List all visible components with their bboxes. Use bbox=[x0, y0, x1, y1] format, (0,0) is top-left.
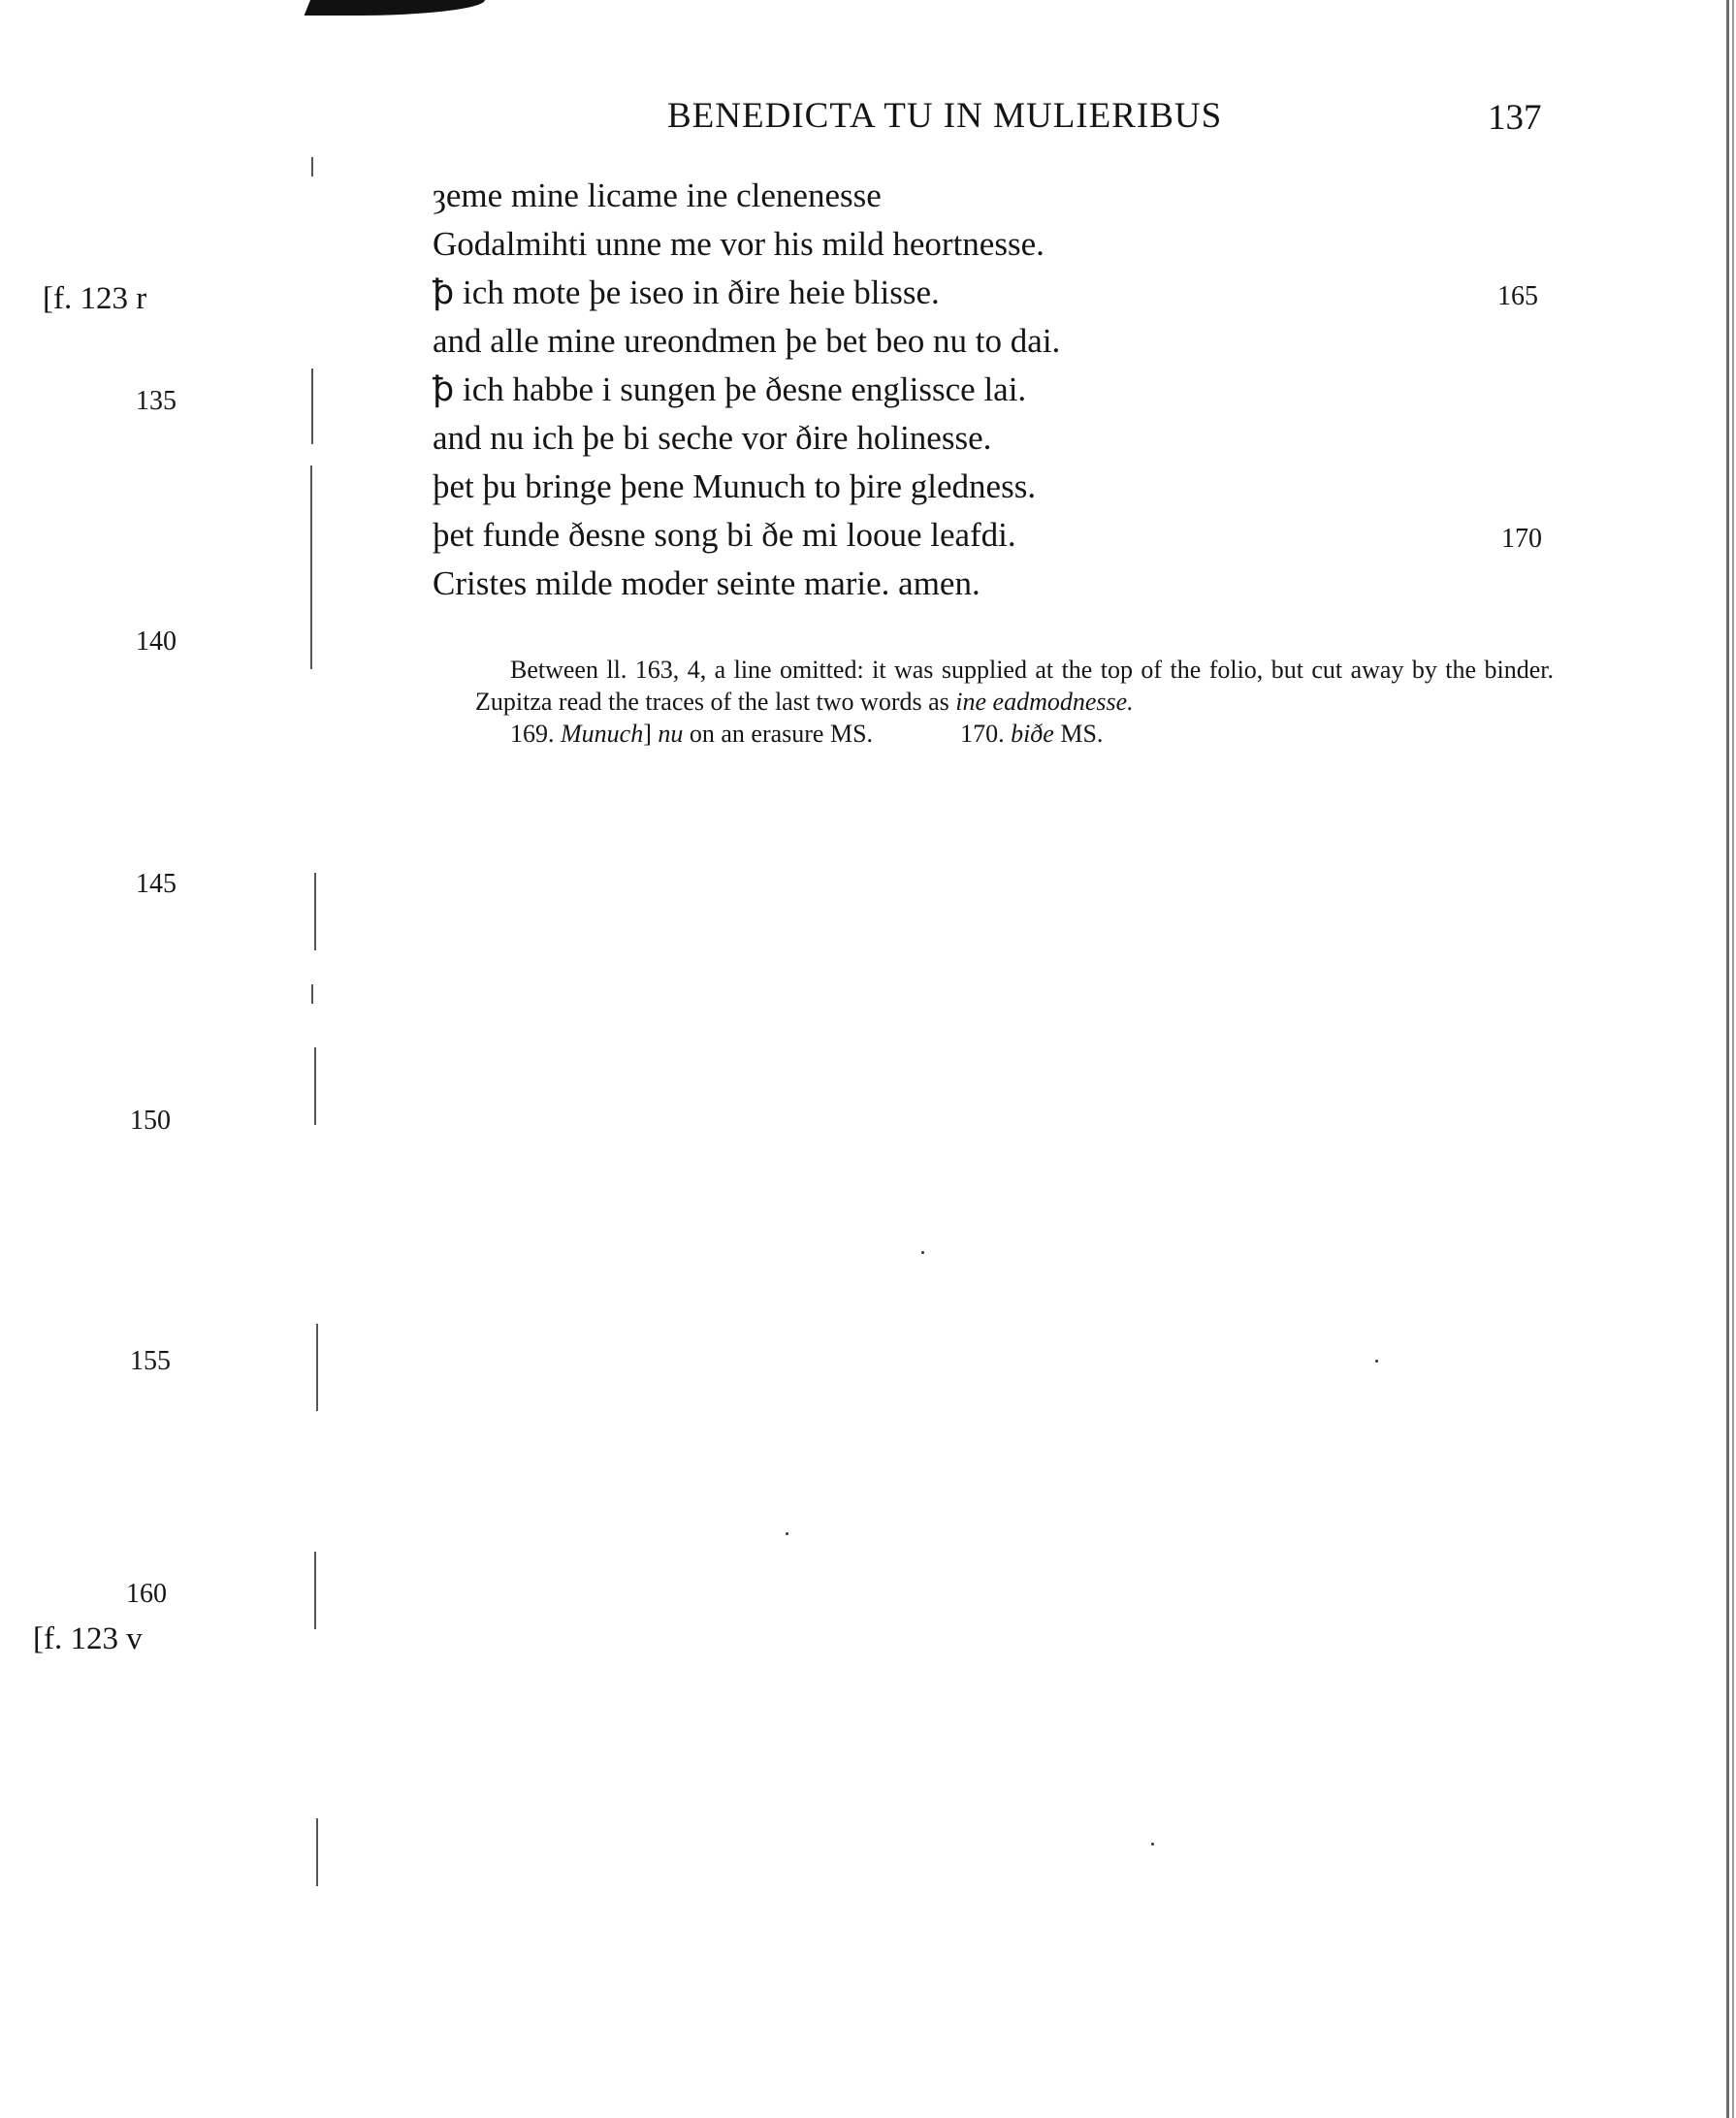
verse-line: ȝeme mine licame ine clenenesse bbox=[433, 176, 882, 214]
verse-line: and nu ich þe bi seche vor ðire holinesse. bbox=[433, 419, 992, 457]
footnote-text: on an erasure MS. bbox=[683, 720, 874, 748]
folio-reference-123r: [f. 123 r bbox=[43, 281, 147, 316]
margin-line-number-140: 140 bbox=[136, 626, 177, 657]
gutter-mark bbox=[316, 1324, 318, 1411]
footnote-variant: biðe bbox=[1011, 720, 1054, 748]
gutter-mark bbox=[311, 369, 313, 444]
speck bbox=[786, 1532, 788, 1535]
footnote-text: MS. bbox=[1053, 720, 1104, 748]
margin-line-number-150: 150 bbox=[130, 1106, 171, 1136]
gutter-mark bbox=[314, 873, 316, 950]
margin-line-number-155: 155 bbox=[130, 1346, 171, 1376]
footnote-lemma: Munuch bbox=[561, 720, 644, 748]
running-head: BENEDICTA TU IN MULIERIBUS bbox=[667, 96, 1223, 136]
verse-line: ꝥ ich mote þe iseo in ðire heie blisse. bbox=[433, 273, 940, 311]
gutter-mark bbox=[311, 984, 313, 1004]
verse-line: þet þu bringe þene Munuch to þire gledness. bbox=[433, 467, 1037, 505]
speck bbox=[921, 1251, 924, 1254]
gutter-mark bbox=[314, 1047, 316, 1125]
footnote-text: Between ll. 163, 4, a line omitted: it was supplied at the top of the folio, but cut away by the binder. Zupitza read the traces of the last two words as bbox=[475, 656, 1554, 716]
margin-line-number-160: 160 bbox=[126, 1579, 167, 1609]
footnote-bracket: ] bbox=[643, 720, 659, 748]
footnote-number-169: 169. bbox=[510, 720, 561, 748]
line-number-165: 165 bbox=[1497, 281, 1538, 311]
speck bbox=[1151, 1843, 1154, 1845]
verse-line: Cristes milde moder seinte marie. amen. bbox=[433, 564, 981, 602]
gutter-mark bbox=[314, 1552, 316, 1629]
speck bbox=[1375, 1360, 1378, 1363]
scan-smudge bbox=[305, 0, 488, 16]
margin-line-number-145: 145 bbox=[136, 869, 177, 899]
verse-line: Godalmihti unne me vor his mild heortnesse. bbox=[433, 225, 1045, 263]
footnote-number-170: 170. bbox=[960, 720, 1012, 748]
gutter-mark bbox=[311, 157, 313, 176]
footnote-omitted-line bbox=[475, 654, 1554, 718]
footnotes bbox=[475, 654, 1554, 750]
page-number: 137 bbox=[1488, 98, 1542, 138]
gutter-mark bbox=[310, 465, 312, 669]
line-number-170: 170 bbox=[1501, 524, 1542, 554]
footnote-italic-reading: ine eadmodnesse. bbox=[955, 688, 1134, 716]
folio-reference-123v: [f. 123 v bbox=[33, 1621, 143, 1656]
margin-line-number-135: 135 bbox=[136, 386, 177, 416]
page-edge-line bbox=[1726, 0, 1729, 2118]
verse-line: ꝥ ich habbe i sungen þe ðesne englissce lai. bbox=[433, 370, 1027, 408]
page-edge-line bbox=[1732, 0, 1734, 2118]
footnote-variants bbox=[475, 718, 1554, 750]
footnote-variant: nu bbox=[658, 720, 684, 748]
verse-line: and alle mine ureondmen þe bet beo nu to dai. bbox=[433, 322, 1061, 360]
gutter-mark bbox=[316, 1818, 318, 1886]
verse-line: þet funde ðesne song bi ðe mi looue leafdi. bbox=[433, 516, 1016, 554]
